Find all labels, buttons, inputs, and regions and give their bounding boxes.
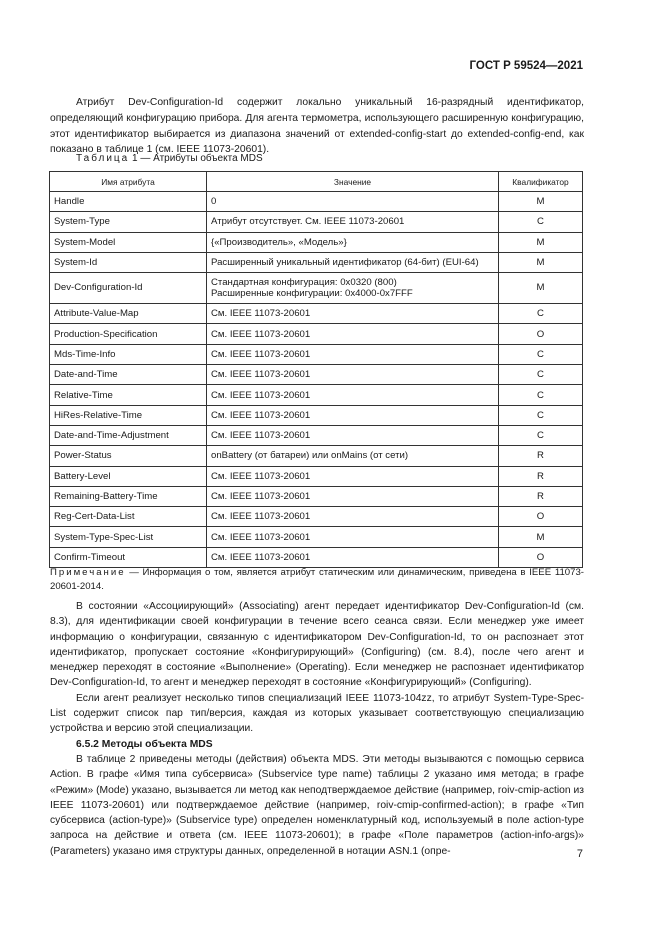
header-attribute-name: Имя атрибута: [50, 172, 207, 192]
attr-value: См. IEEE 11073-20601: [207, 304, 499, 324]
table-row: [50, 212, 583, 232]
attr-name: System-Id: [50, 252, 207, 272]
attr-name: Remaining-Battery-Time: [50, 486, 207, 506]
note-text: — Информация о том, является атрибут статическим или динамическим, приведена в IEEE 11073-20601-2014.: [50, 567, 584, 592]
attr-name: Date-and-Time: [50, 365, 207, 385]
attr-qualifier: R: [499, 446, 583, 466]
table-row: [50, 232, 583, 252]
attr-qualifier: C: [499, 405, 583, 425]
attr-name: Confirm-Timeout: [50, 547, 207, 567]
attr-name: Battery-Level: [50, 466, 207, 486]
attr-value: onBattery (от батареи) или onMains (от сети): [207, 446, 499, 466]
attr-qualifier: M: [499, 192, 583, 212]
attr-value: См. IEEE 11073-20601: [207, 385, 499, 405]
attr-value: См. IEEE 11073-20601: [207, 466, 499, 486]
attr-name: Dev-Configuration-Id: [50, 273, 207, 304]
attr-qualifier: C: [499, 365, 583, 385]
attr-name: Reg-Cert-Data-List: [50, 507, 207, 527]
attr-value: См. IEEE 11073-20601: [207, 405, 499, 425]
attr-value: См. IEEE 11073-20601: [207, 425, 499, 445]
attr-name: System-Type-Spec-List: [50, 527, 207, 547]
table-caption-text: 1 — Атрибуты объекта MDS: [132, 153, 263, 164]
attr-name: Handle: [50, 192, 207, 212]
page-number: 7: [576, 848, 583, 860]
attr-value: Атрибут отсутствует. См. IEEE 11073-20601: [207, 212, 499, 232]
attr-value: См. IEEE 11073-20601: [207, 365, 499, 385]
table-row: [50, 324, 583, 344]
attr-qualifier: O: [499, 547, 583, 567]
table-row: [50, 446, 583, 466]
attr-value: См. IEEE 11073-20601: [207, 507, 499, 527]
table-row: [50, 304, 583, 324]
attr-qualifier: R: [499, 486, 583, 506]
intro-text: Атрибут Dev-Configuration-Id содержит локально уникальный 16-разрядный идентификатор, определяющий конфигурацию прибора. Для агента термометра, использующего расширенную конфигурацию, этот идентификатор выбирается из диапазона значений от extended-config-start до extended-config-end, как показано в таблице 1 (см. IEEE 11073-20601).: [50, 97, 584, 156]
table-row: [50, 192, 583, 212]
attr-value-line-1: Стандартная конфигурация: 0x0320 (800): [211, 276, 397, 288]
table-caption: [76, 153, 263, 164]
attr-value-line-2: Расширенные конфигурации: 0x4000-0x7FFF: [211, 288, 413, 300]
table-row: [50, 527, 583, 547]
associating-paragraph: В состоянии «Ассоциирующий» (Associating) агент передает идентификатор Dev-Configuration-Id (см. 8.3), для идентификации своей конфигурации в течение всего сеанса связи. Если менеджер уже имеет информацию о конфигурации, связанную с идентификатором Dev-Configuration-Id, то он распознает этот идентификатор, пропускает состояние «Конфигурирующий» (Configuring) (см. 8.4), после чего агент и менеджер переходят в состояние «Выполнение» (Operating). Если менеджер не распознает идентификатор Dev-Configuration-Id, то агент и менеджер переходят в состояние «Конфигурирующий» (Configuring).: [50, 601, 584, 689]
mds-attributes-table: [49, 171, 583, 568]
table-row: [50, 486, 583, 506]
attr-qualifier: C: [499, 425, 583, 445]
table-row: [50, 547, 583, 567]
attr-value: См. IEEE 11073-20601: [207, 486, 499, 506]
attr-qualifier: C: [499, 385, 583, 405]
attr-name: Power-Status: [50, 446, 207, 466]
attr-value: См. IEEE 11073-20601: [207, 344, 499, 364]
attr-qualifier: C: [499, 304, 583, 324]
table-note: [50, 566, 584, 594]
section-heading: 6.5.2 Методы объекта MDS: [76, 738, 213, 750]
header-value: Значение: [207, 172, 499, 192]
header-qualifier: Квалификатор: [499, 172, 583, 192]
attr-qualifier: M: [499, 232, 583, 252]
attr-qualifier: R: [499, 466, 583, 486]
table-header-row: [50, 172, 583, 192]
attr-name: Mds-Time-Info: [50, 344, 207, 364]
table-row: [50, 466, 583, 486]
attr-value: 0: [207, 192, 499, 212]
attr-name: Date-and-Time-Adjustment: [50, 425, 207, 445]
table-row: [50, 425, 583, 445]
attr-value: См. IEEE 11073-20601: [207, 547, 499, 567]
attr-qualifier: O: [499, 507, 583, 527]
attr-qualifier: M: [499, 273, 583, 304]
attr-qualifier: M: [499, 252, 583, 272]
table-row: [50, 273, 583, 304]
table-row: [50, 344, 583, 364]
attr-name: Relative-Time: [50, 385, 207, 405]
table-row: [50, 507, 583, 527]
note-label: Примечание: [50, 567, 126, 578]
attr-name: HiRes-Relative-Time: [50, 405, 207, 425]
attr-name: System-Model: [50, 232, 207, 252]
table-caption-label: Таблица: [76, 153, 130, 164]
attr-value: См. IEEE 11073-20601: [207, 324, 499, 344]
attr-qualifier: O: [499, 324, 583, 344]
table-row: [50, 365, 583, 385]
table-row: [50, 252, 583, 272]
attr-qualifier: C: [499, 344, 583, 364]
attr-value: [207, 273, 499, 304]
attr-name: System-Type: [50, 212, 207, 232]
attr-value: См. IEEE 11073-20601: [207, 527, 499, 547]
attr-qualifier: C: [499, 212, 583, 232]
attr-value: {«Производитель», «Модель»}: [207, 232, 499, 252]
body-text: [50, 599, 584, 859]
attr-value: Расширенный уникальный идентификатор (64-бит) (EUI-64): [207, 252, 499, 272]
methods-paragraph: В таблице 2 приведены методы (действия) объекта MDS. Эти методы вызываются с помощью сервиса Action. В графе «Имя типа субсервиса» (Subservice type name) таблицы 2 указано имя метода; в графе «Режим» (Mode) указано, вызывается ли метод как неподтверждаемое действие (например, roiv-cmip-action из IEEE 11073-20601) или подтверждаемое действие (например, roiv-cmip-confirmed-action); в графе «Тип субсервиса (action-type)» (Subservice type) определен номенклатурный код, используемый в поле action-type запроса на действие и ответа (см. IEEE 11073-20601); в графе «Поле параметров (action-info-args)» (Parameters) указано имя структуры данных, определенной в нотации ASN.1 (опре-: [50, 753, 584, 857]
specializations-paragraph: Если агент реализует несколько типов специализаций IEEE 11073-104zz, то атрибут System-Type-Spec-List содержит список пар тип/версия, каждая из которых указывает соответствующую специализацию устройства и версию этой специализации.: [50, 692, 584, 735]
table-row: [50, 385, 583, 405]
attr-name: Attribute-Value-Map: [50, 304, 207, 324]
document-number: ГОСТ Р 59524—2021: [469, 60, 583, 72]
table-row: [50, 405, 583, 425]
attr-name: Production-Specification: [50, 324, 207, 344]
attr-qualifier: M: [499, 527, 583, 547]
intro-paragraph: [50, 95, 584, 158]
